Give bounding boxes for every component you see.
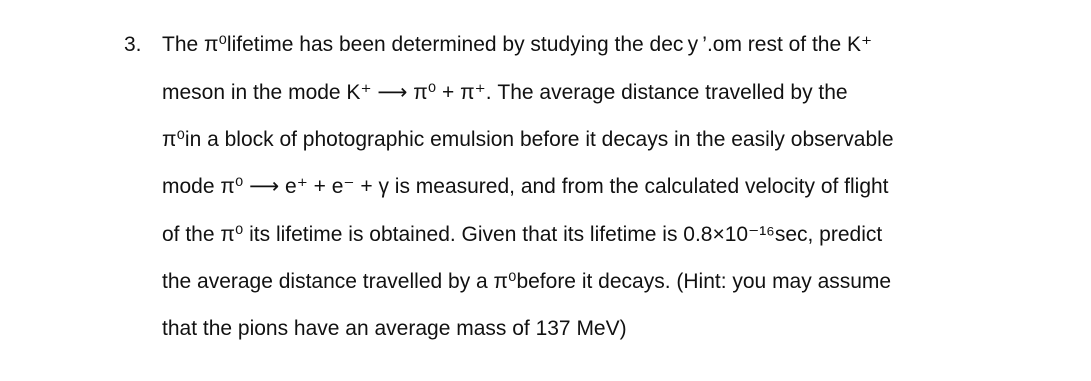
problem-line-3: π⁰in a block of photographic emulsion before it decays in the easily observable: [162, 128, 894, 151]
problem-line-7: that the pions have an average mass of 137 MeV): [162, 317, 627, 340]
problem-line-5: of the π⁰ its lifetime is obtained. Given that its lifetime is 0.8×10⁻¹⁶sec, predict: [162, 223, 883, 246]
problem-line-6: the average distance travelled by a π⁰before it decays. (Hint: you may assume: [162, 270, 892, 293]
problem-line-4: mode π⁰ ⟶ e⁺ + e⁻ + γ is measured, and from the calculated velocity of flight: [162, 175, 889, 198]
problem-line-1: The π⁰lifetime has been determined by studying the dec y ’.om rest of the K⁺: [162, 33, 873, 56]
problem-number: 3.: [124, 33, 142, 56]
problem-line-2: meson in the mode K⁺ ⟶ π⁰ + π⁺. The average distance travelled by the: [162, 81, 848, 104]
